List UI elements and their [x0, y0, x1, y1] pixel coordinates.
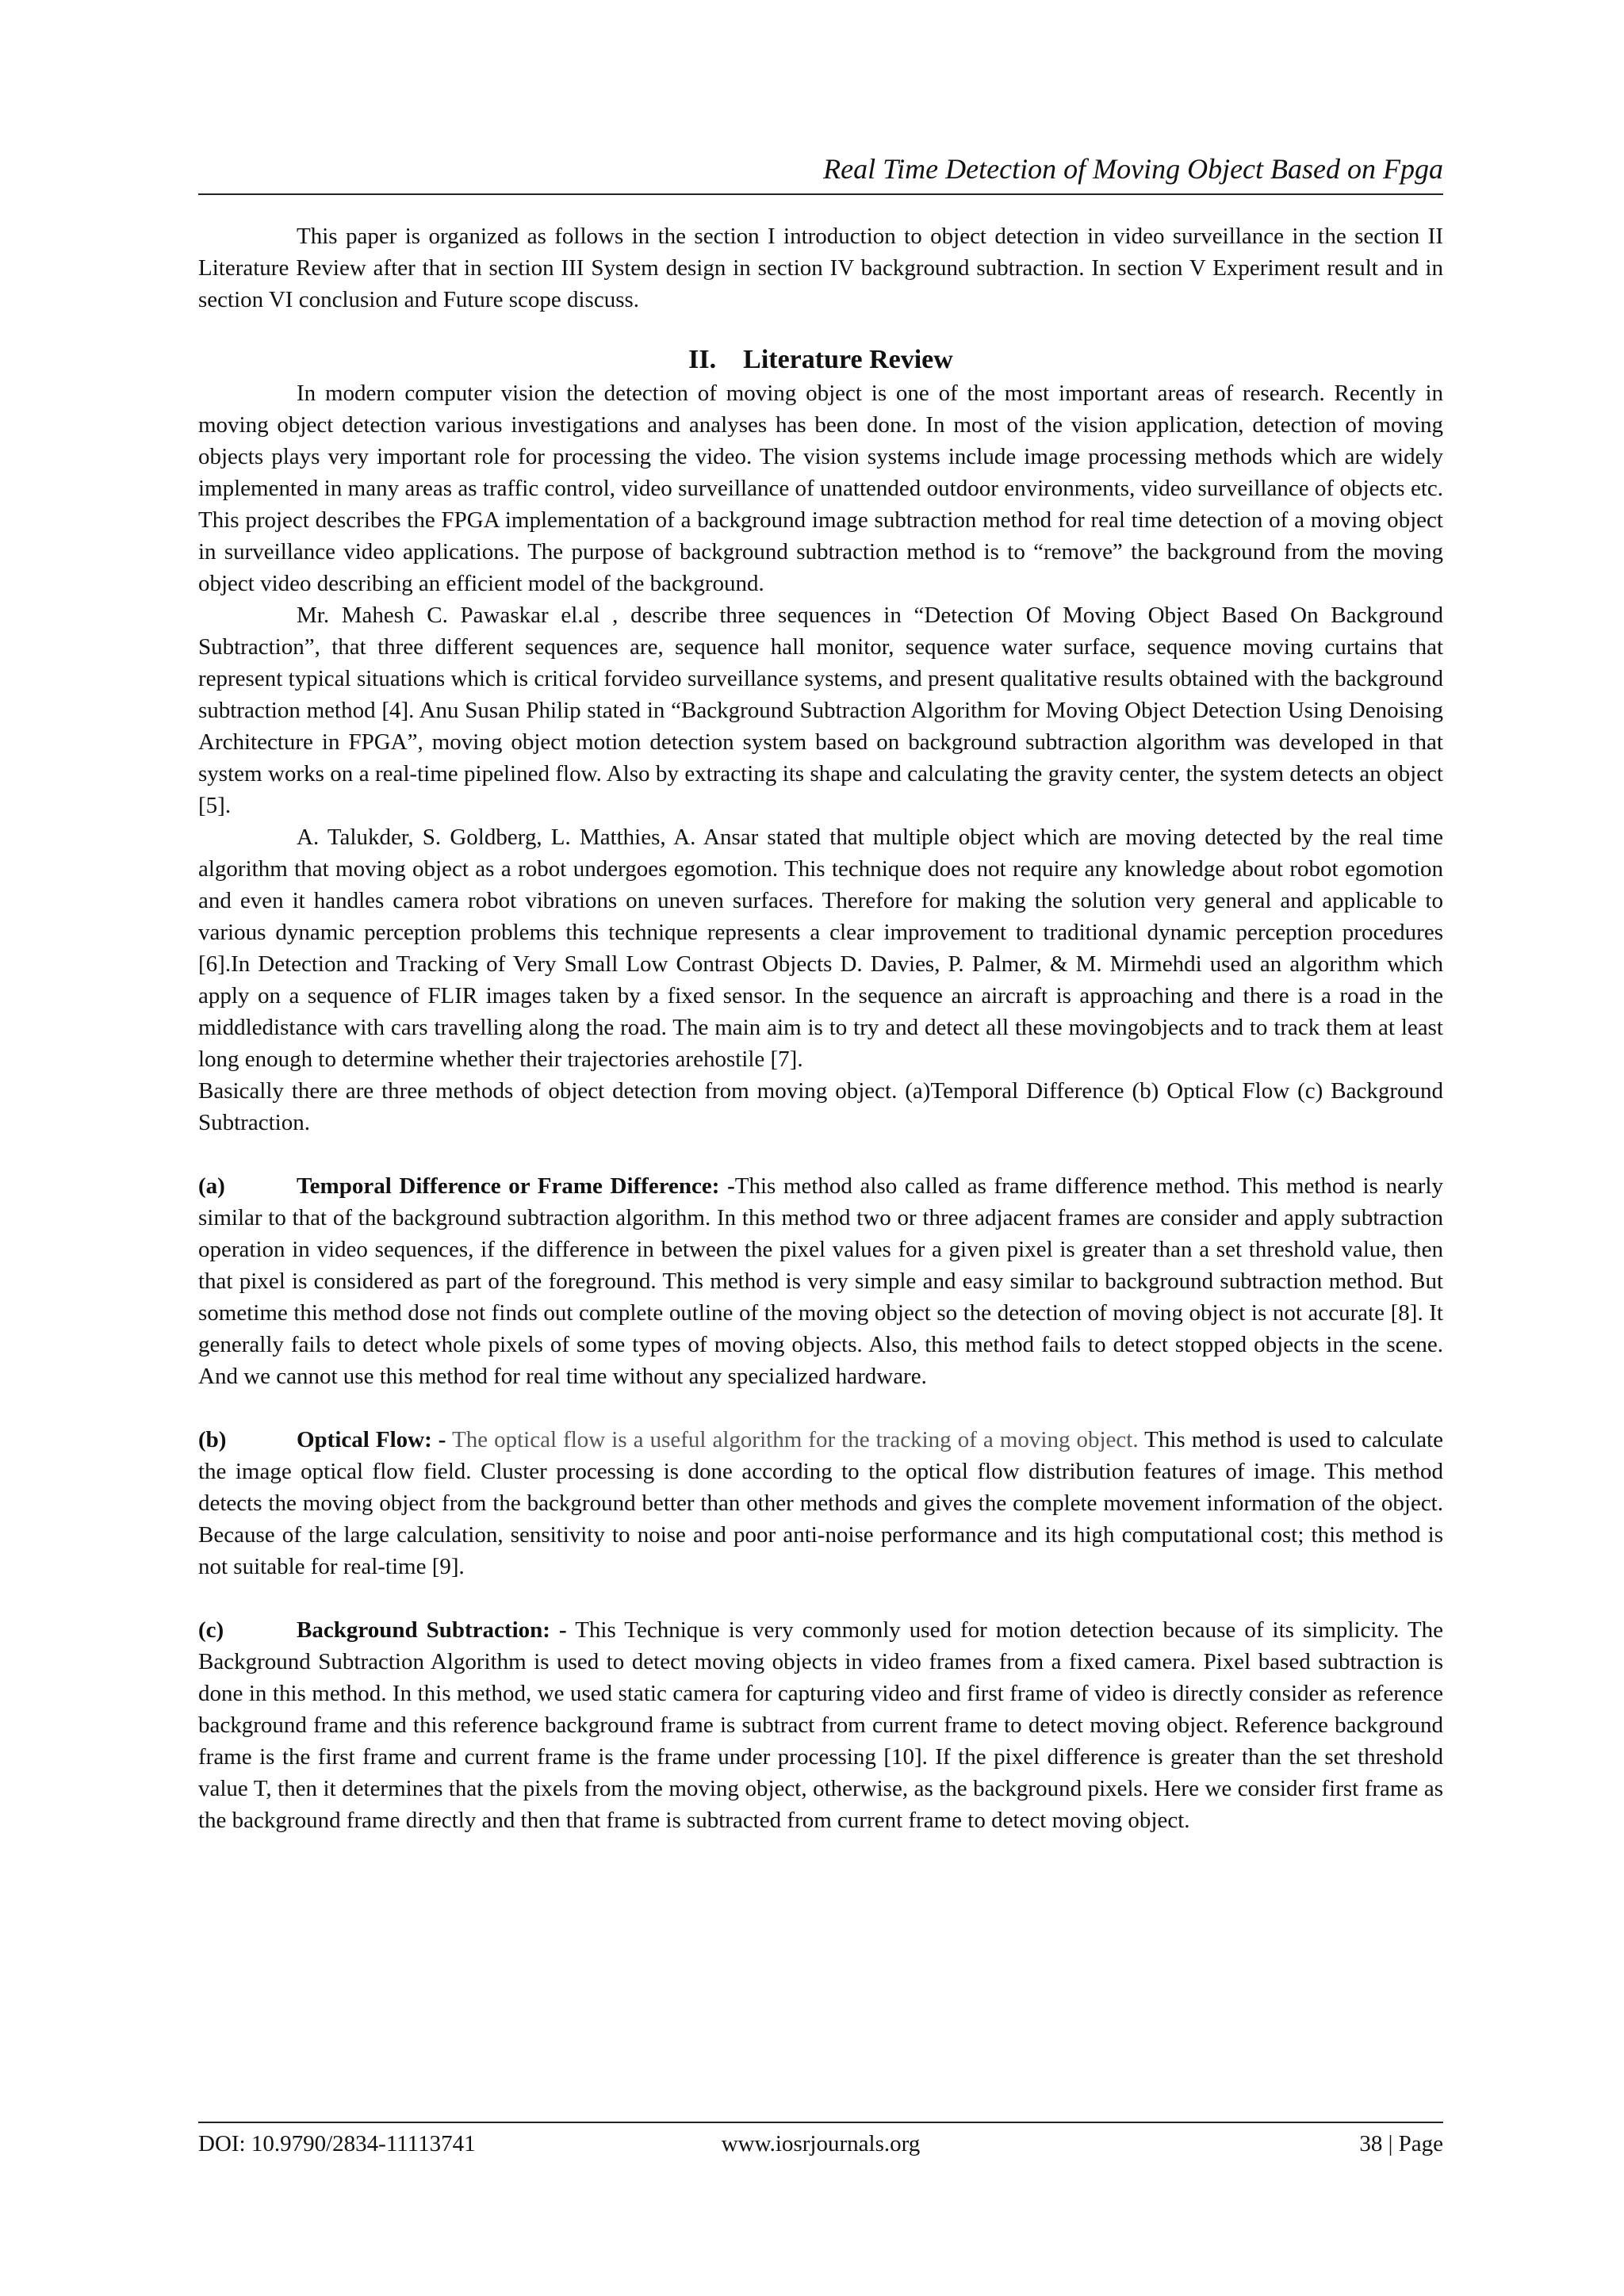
method-heading: Background Subtraction: -: [297, 1617, 567, 1643]
method-label: (b): [198, 1427, 227, 1452]
method-label: (a): [198, 1173, 225, 1199]
method-text: This method also called as frame difference method. This method is nearly similar to that of the background subtraction algorithm. In this method two or three adjacent frames are consider and apply subtraction operation in video sequences, if the difference in between the pixel values for a given pixel is greater than a set threshold value, then that pixel is considered as part of the foreground. This method is very simple and easy similar to background subtraction method. But sometime this method dose not finds out complete outline of the moving object so the detection of moving object is not accurate [8]. It generally fails to detect whole pixels of some types of moving objects. Also, this method fails to detect stopped objects in the scene. And we cannot use this method for real time without any specialized hardware.: [198, 1173, 1443, 1389]
header-rule: [198, 193, 1443, 195]
methods-intro: Basically there are three methods of object detection from moving object. (a)Temporal Difference (b) Optical Flow (c) Background Subtraction.: [198, 1078, 1443, 1135]
section-title: Literature Review: [743, 345, 953, 374]
footer-rule: [198, 2122, 1443, 2123]
intro-paragraph: This paper is organized as follows in the section I introduction to object detection in video surveillance in the section II Literature Review after that in section III System design in section IV background subtraction. In section V Experiment result and in section VI conclusion and Future scope discuss.: [198, 224, 1443, 312]
method-item-optical-flow: [198, 1424, 1443, 1582]
method-text: This Technique is very commonly used for motion detection because of its simplicity. The Background Subtraction Algorithm is used to detect moving objects in video frames from a fixed camera. Pixel based subtraction is done in this method. In this method, we used static camera for capturing video and first frame of video is directly consider as reference background frame and this reference background frame is subtract from current frame to detect moving object. Reference background frame is the first frame and current frame is the frame under processing [10]. If the pixel difference is greater than the set threshold value T, then it determines that the pixels from the moving object, otherwise, as the background pixels. Here we consider first frame as the background frame directly and then that frame is subtracted from current frame to detect moving object.: [198, 1617, 1443, 1833]
footer-page-number: 38 | Page: [1359, 2131, 1443, 2156]
body-paragraph: In modern computer vision the detection of moving object is one of the most important areas of research. Recently in moving object detection various investigations and analyses has been done. In most of the vision application, detection of moving objects plays very important role for processing the video. The vision systems include image processing methods which are widely implemented in many areas as traffic control, video surveillance of unattended outdoor environments, video surveillance of objects etc. This project describes the FPGA implementation of a background image subtraction method for real time detection of a moving object in surveillance video applications. The purpose of background subtraction method is to “remove” the background from the moving object video describing an efficient model of the background.: [198, 381, 1443, 596]
method-grey-text: The optical flow is a useful algorithm for the tracking of a moving object.: [446, 1427, 1139, 1452]
footer-website: www.iosrjournals.org: [721, 2131, 921, 2156]
method-heading: Optical Flow: -: [297, 1427, 446, 1452]
section-number: II.: [688, 345, 717, 374]
section-heading: [198, 342, 1443, 377]
method-text: This method is used to calculate the image optical flow field. Cluster processing is done according to the optical flow distribution features of image. This method detects the moving object from the background better than other methods and gives the complete movement information of the object. Because of the large calculation, sensitivity to noise and poor anti-noise performance and its high computational cost; this method is not suitable for real-time [9].: [198, 1427, 1443, 1579]
method-heading: Temporal Difference or Frame Difference: -: [297, 1173, 735, 1199]
footer-doi: DOI: 10.9790/2834-11113741: [198, 2131, 476, 2156]
body-paragraph: Mr. Mahesh C. Pawaskar el.al , describe three sequences in “Detection Of Moving Object Based On Background Subtraction”, that three different sequences are, sequence hall monitor, sequence water surface, sequence moving curtains that represent typical situations which is critical forvideo surveillance systems, and present qualitative results obtained with the background subtraction method [4]. Anu Susan Philip stated in “Background Subtraction Algorithm for Moving Object Detection Using Denoising Architecture in FPGA”, moving object motion detection system based on background subtraction algorithm was developed in that system works on a real-time pipelined flow. Also by extracting its shape and calculating the gravity center, the system detects an object [5].: [198, 603, 1443, 818]
method-item-temporal-difference: [198, 1170, 1443, 1392]
method-label: (c): [198, 1617, 224, 1643]
body-paragraph: A. Talukder, S. Goldberg, L. Matthies, A. Ansar stated that multiple object which are moving detected by the real time algorithm that moving object as a robot undergoes egomotion. This technique does not require any knowledge about robot egomotion and even it handles camera robot vibrations on uneven surfaces. Therefore for making the solution very general and applicable to various dynamic perception problems this technique represents a clear improvement to traditional dynamic perception procedures [6].In Detection and Tracking of Very Small Low Contrast Objects D. Davies, P. Palmer, & M. Mirmehdi used an algorithm which apply on a sequence of FLIR images taken by a fixed sensor. In the sequence an aircraft is approaching and there is a road in the middledistance with cars travelling along the road. The main aim is to try and detect all these movingobjects and to track them at least long enough to determine whether their trajectories arehostile [7].: [198, 825, 1443, 1072]
running-header: Real Time Detection of Moving Object Based on Fpga: [823, 153, 1443, 185]
method-item-background-subtraction: [198, 1614, 1443, 1836]
article-body: [198, 220, 1443, 1836]
page: [198, 0, 1443, 2296]
